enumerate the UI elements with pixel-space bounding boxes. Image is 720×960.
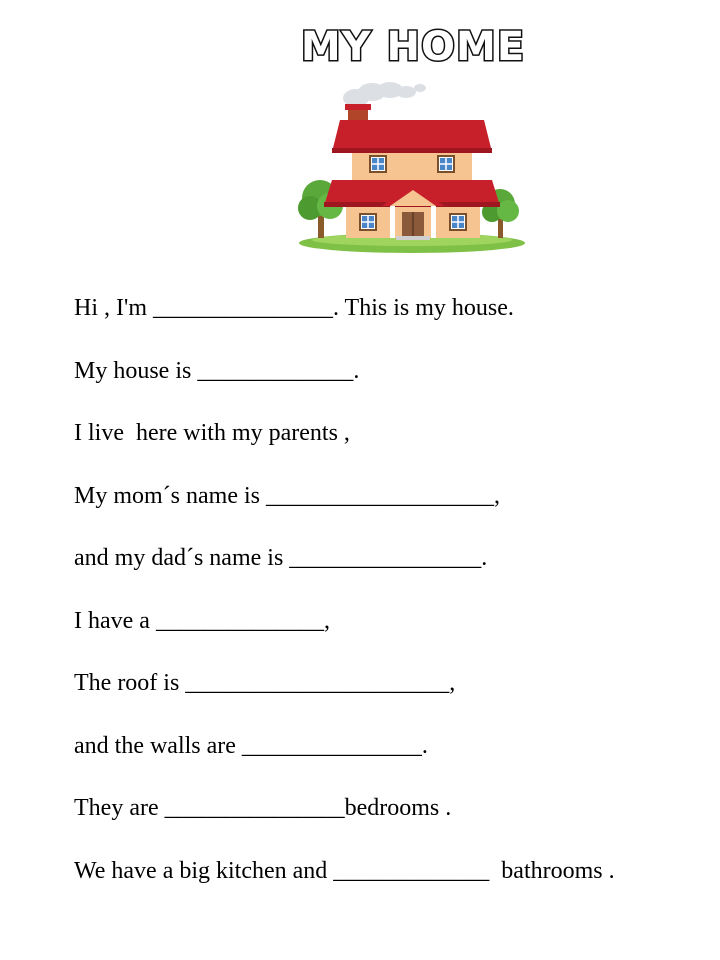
sentence-kitchen-bathrooms: We have a big kitchen and _____________ bathrooms . bbox=[74, 857, 615, 884]
sentence-walls: and the walls are _______________. bbox=[74, 732, 428, 759]
sentence-mom-name: My mom´s name is ___________________, bbox=[74, 482, 500, 509]
sentence-dad-name: and my dad´s name is ________________. bbox=[74, 545, 488, 571]
sentence-bedrooms: They are _______________bedrooms . bbox=[74, 795, 452, 821]
sentence-house: My house is _____________. bbox=[74, 357, 360, 384]
sentence-name: Hi , I'm _______________. This is my house. bbox=[74, 295, 514, 321]
sentence-i-have: I have a ______________, bbox=[74, 607, 330, 634]
page-title: MY HOME bbox=[300, 24, 526, 70]
house-illustration bbox=[296, 80, 528, 260]
fill-in-the-blanks bbox=[74, 292, 704, 917]
sentence-parents: I live here with my parents , bbox=[74, 420, 350, 446]
sentence-roof: The roof is ______________________, bbox=[74, 670, 456, 696]
